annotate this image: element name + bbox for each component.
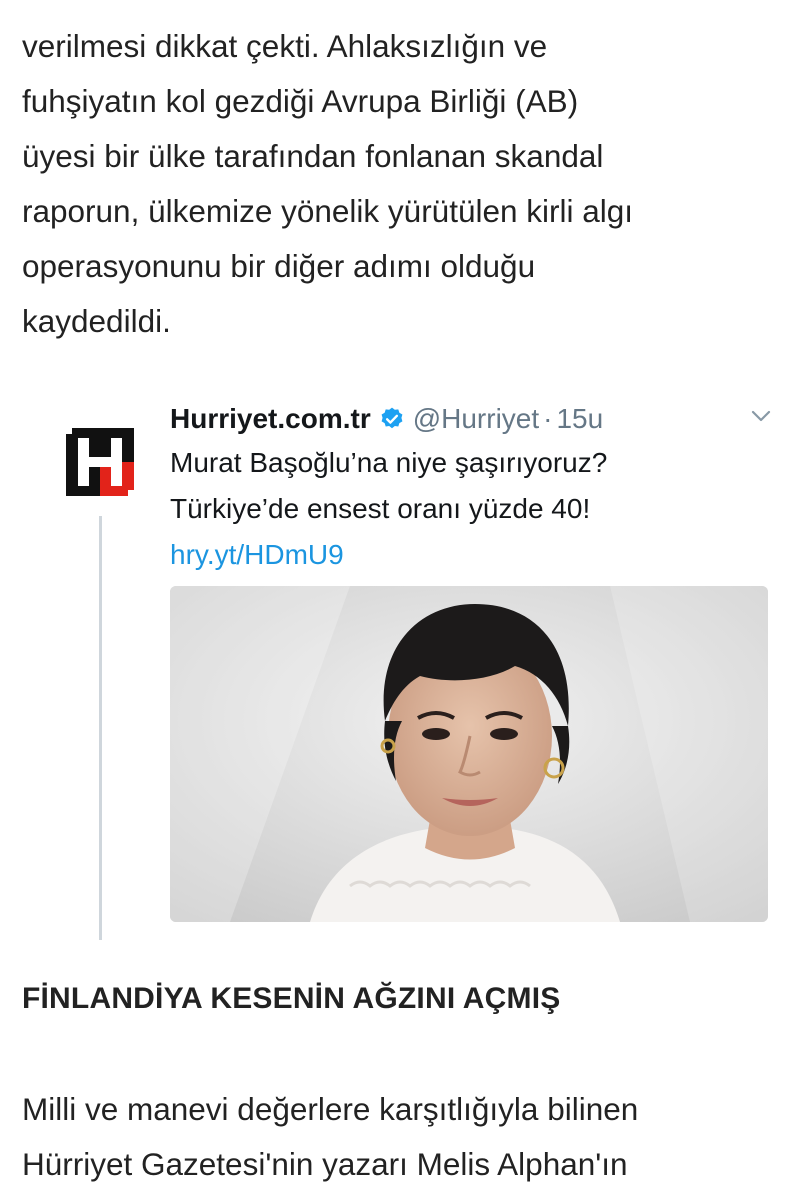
tweet-separator: ·: [543, 403, 553, 434]
chevron-down-icon[interactable]: [750, 408, 772, 424]
tweet-display-name[interactable]: Hurriyet.com.tr: [170, 403, 371, 434]
paragraph-line: üyesi bir ülke tarafından fonlanan skandal: [22, 138, 604, 174]
tweet-link[interactable]: hry.yt/HDmU9: [170, 539, 344, 570]
tweet-header: [170, 396, 603, 442]
verified-badge-icon: [379, 406, 405, 432]
paragraph-line: operasyonunu bir diğer adımı olduğu: [22, 248, 536, 284]
tweet-text: [170, 440, 607, 578]
section-heading: FİNLANDİYA KESENİN AĞZINI AÇMIŞ: [22, 982, 561, 1015]
tweet-media-photo[interactable]: [170, 586, 768, 922]
paragraph-line: Milli ve manevi değerlere karşıtlığıyla bilinen: [22, 1091, 639, 1127]
hurriyet-logo-icon[interactable]: [64, 426, 136, 498]
tweet-handle[interactable]: @Hurriyet: [412, 403, 540, 434]
tweet-timestamp[interactable]: 15u: [556, 403, 604, 434]
thread-line: [99, 516, 102, 940]
tweet-text-line: Murat Başoğlu’na niye şaşırıyoruz?: [170, 447, 608, 478]
tweet-text-line: Türkiye’de ensest oranı yüzde 40!: [170, 493, 591, 524]
paragraph-line: raporun, ülkemize yönelik yürütülen kirli algı: [22, 193, 634, 229]
article-body-paragraph: [22, 1082, 792, 1192]
paragraph-line: verilmesi dikkat çekti. Ahlaksızlığın ve: [22, 28, 548, 64]
article-intro-paragraph: [22, 0, 792, 349]
embedded-tweet[interactable]: [64, 396, 784, 944]
paragraph-line: Hürriyet Gazetesi'nin yazarı Melis Alphan'ın: [22, 1146, 628, 1182]
paragraph-line: fuhşiyatın kol gezdiği Avrupa Birliği (AB): [22, 83, 579, 119]
paragraph-line: kaydedildi.: [22, 303, 171, 339]
